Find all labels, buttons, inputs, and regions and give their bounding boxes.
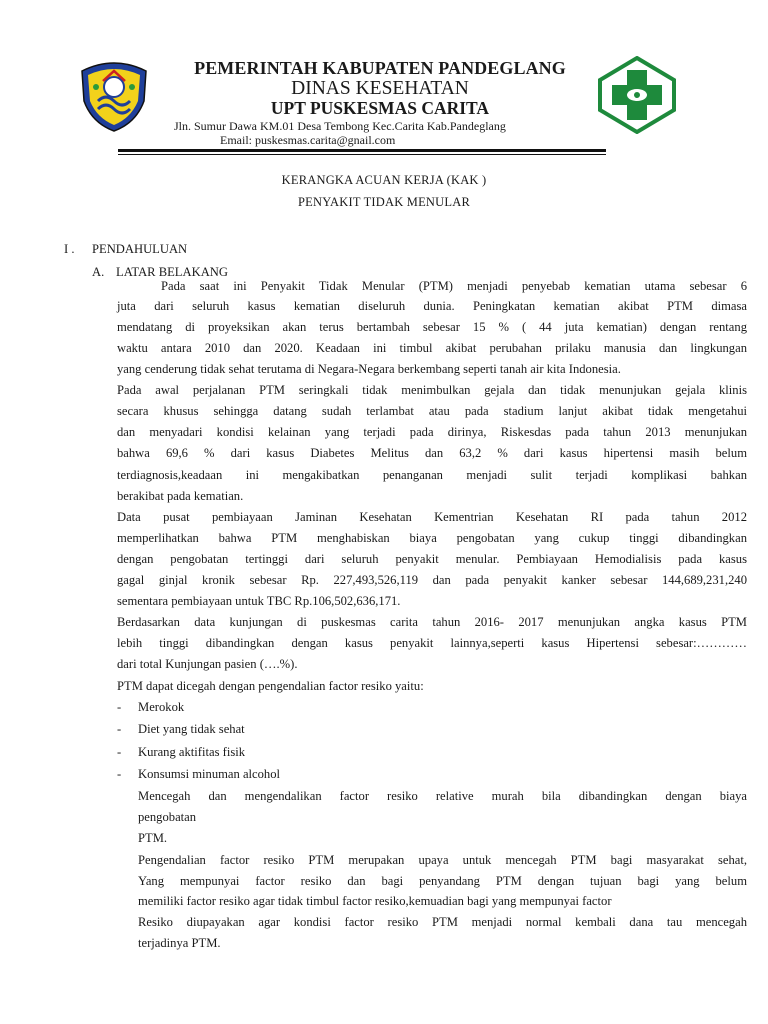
- body-line: terjadinya PTM.: [138, 936, 221, 950]
- body-line: gagal ginjal kronik sebesar Rp. 227,493,526,119 dan pada penyakit kanker sebesar 144,689,231,240: [117, 573, 747, 587]
- list-item: Merokok: [138, 700, 185, 714]
- body-line: Pada saat ini Penyakit Tidak Menular (PTM) menjadi penyebab kematian utama sebesar 6: [161, 279, 747, 293]
- body-line: PTM dapat dicegah dengan pengendalian factor resiko yaitu:: [117, 679, 424, 693]
- list-bullet: -: [117, 722, 122, 736]
- body-line: PTM.: [138, 831, 168, 845]
- body-line: juta dari seluruh kasus kematian diseluruh dunia. Peningkatan kematian akibat PTM dimasa: [117, 299, 747, 313]
- body-line: dengan pengobatan tertinggi dari seluruh penyakit menular. Pembiayaan Hemodialisis pada kasus: [117, 552, 747, 566]
- list-bullet: -: [117, 700, 122, 714]
- body-line: sementara pembiayaan untuk TBC Rp.106,502,636,171.: [117, 594, 401, 608]
- section-title: PENDAHULUAN: [92, 242, 188, 256]
- list-item: Diet yang tidak sehat: [138, 722, 245, 736]
- letterhead-agency: DINAS KESEHATAN: [291, 78, 469, 99]
- body-line: pengobatan: [138, 810, 197, 824]
- document-title: KERANGKA ACUAN KERJA (KAK ): [281, 173, 487, 187]
- letterhead-government: PEMERINTAH KABUPATEN PANDEGLANG: [194, 58, 566, 78]
- list-bullet: -: [117, 767, 122, 781]
- letterhead-rule-thin: [118, 154, 606, 155]
- body-line: Pada awal perjalanan PTM seringkali tidak menimbulkan gejala dan tidak menunjukan gejala klinis: [117, 383, 747, 397]
- letterhead-unit: UPT PUSKESMAS CARITA: [270, 98, 490, 118]
- body-line: yang cenderung tidak sehat terutama di Negara-Negara berkembang seperti tanah air kita Indonesia.: [117, 362, 621, 376]
- body-line: dari total Kunjungan pasien (….%).: [117, 657, 298, 671]
- subsection-letter: A.: [92, 265, 105, 279]
- letterhead-rule: [118, 149, 606, 152]
- body-line: memperlihatkan bahwa PTM menghabiskan biaya pengobatan yang cukup tinggi dibandingkan: [117, 531, 747, 545]
- list-item: Konsumsi minuman alcohol: [138, 767, 281, 781]
- document-subtitle: PENYAKIT TIDAK MENULAR: [298, 195, 470, 209]
- body-line: terdiagnosis,keadaan ini mengakibatkan penanganan menjadi sulit terjadi komplikasi bahkan: [117, 468, 747, 482]
- regency-crest-icon: [76, 57, 152, 133]
- body-line: dan menyadari kondisi kelainan yang terjadi pada dirinya, Riskesdas pada tahun 2013 menunjukan: [117, 425, 747, 439]
- body-line: waktu antara 2010 dan 2020. Keadaan ini timbul akibat perubahan prilaku manusia dan lingkungan: [117, 341, 747, 355]
- letterhead-address: Jln. Sumur Dawa KM.01 Desa Tembong Kec.Carita Kab.Pandeglang: [174, 119, 506, 133]
- body-line: mendatang di proyeksikan akan terus bertambah sebesar 15 % ( 44 juta kematian) dengan rentang: [117, 320, 747, 334]
- body-line: Pengendalian factor resiko PTM merupakan upaya untuk mencegah PTM bagi masyarakat sehat,: [138, 853, 747, 867]
- body-line: Resiko diupayakan agar kondisi factor resiko PTM menjadi normal kembali dana tau mencegah: [138, 915, 747, 929]
- body-line: secara khusus sehingga datang sudah terlambat atau pada stadium lanjut akibat tidak mengetahui: [117, 404, 747, 418]
- body-line: Berdasarkan data kunjungan di puskesmas carita tahun 2016- 2017 menunjukan angka kasus PTM: [117, 615, 747, 629]
- body-line: bahwa 69,6 % dari kasus Diabetes Melitus dan 63,2 % dari kasus hipertensi masih belum: [117, 446, 747, 460]
- letterhead-email: Email: puskesmas.carita@gnail.com: [220, 133, 396, 147]
- section-number: I .: [64, 242, 75, 256]
- list-bullet: -: [117, 745, 122, 759]
- body-line: Yang mempunyai factor resiko dan bagi penyandang PTM dengan tujuan bagi yang belum: [138, 874, 747, 888]
- body-line: Mencegah dan mengendalikan factor resiko relative murah bila dibandingkan dengan biaya: [138, 789, 747, 803]
- list-item: Kurang aktifitas fisik: [138, 745, 246, 759]
- body-line: Data pusat pembiayaan Jaminan Kesehatan Kementrian Kesehatan RI pada tahun 2012: [117, 510, 747, 524]
- body-line: lebih tinggi dibandingkan dengan kasus penyakit lainnya,seperti kasus Hipertensi sebesar:…………: [117, 636, 747, 650]
- subsection-title: LATAR BELAKANG: [116, 265, 228, 279]
- body-line: berakibat pada kematian.: [117, 489, 244, 503]
- body-line: memiliki factor resiko agar tidak timbul factor resiko,kemuadian bagi yang mempunyai factor: [138, 894, 612, 908]
- health-cross-icon: [596, 56, 678, 134]
